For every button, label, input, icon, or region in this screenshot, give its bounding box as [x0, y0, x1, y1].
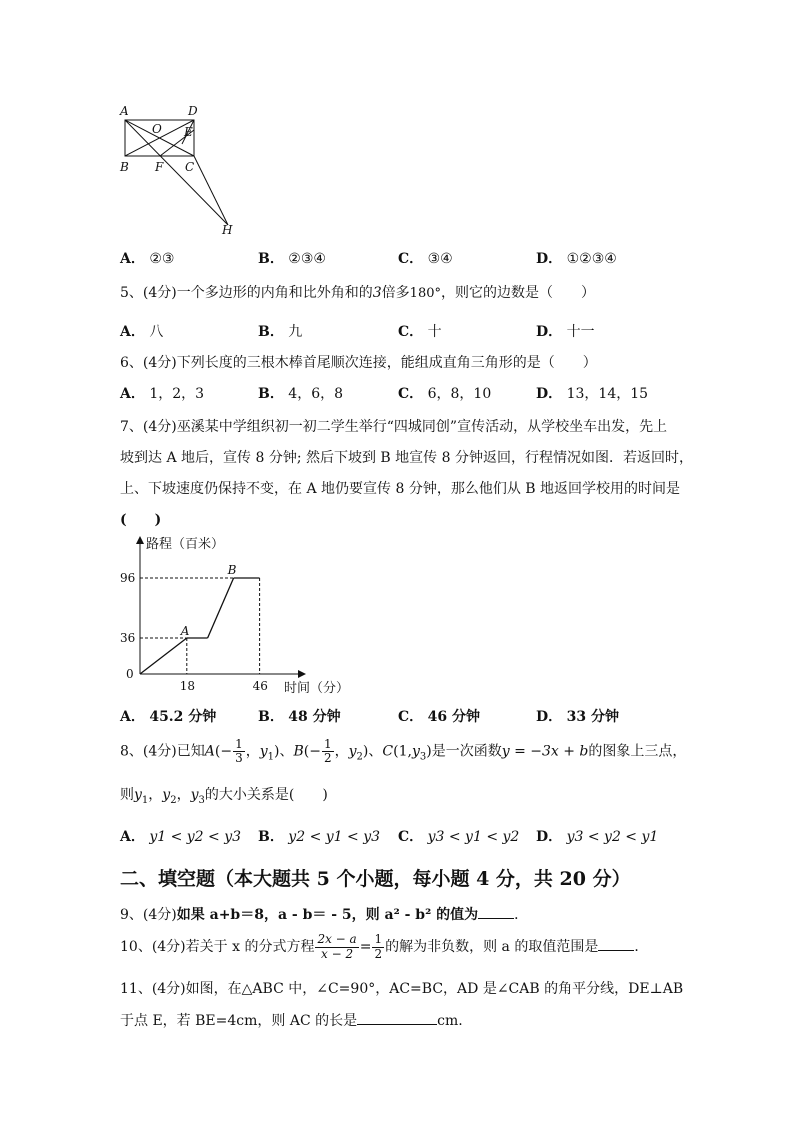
q5-option-c[interactable]: C． 十 [398, 324, 442, 340]
q8-option-c[interactable]: C． y3 < y1 < y2 [398, 829, 520, 845]
label-h: H [222, 223, 233, 237]
q5-option-b[interactable]: B． 九 [258, 324, 303, 340]
label-o: O [152, 122, 162, 136]
q4-option-b[interactable]: B． ②③④ [258, 251, 326, 267]
q5-question: 5、(4分)一个多边形的内角和比外角和的3倍多180°，则它的边数是（ ） [120, 285, 595, 301]
q4-option-c[interactable]: C． ③④ [398, 251, 453, 267]
q4-option-a[interactable]: A． ②③ [120, 251, 175, 267]
q11-line2: 于点 E，若 BE=4cm，则 AC 的长是 cm. [120, 1013, 463, 1029]
series-segment-3 [208, 578, 234, 638]
y-tick-0: 0 [126, 667, 134, 681]
y-tick-96: 96 [120, 571, 136, 585]
q5-option-d[interactable]: D． 十一 [536, 324, 595, 340]
q4-option-d[interactable]: D． ①②③④ [536, 251, 617, 267]
x-tick-46: 46 [252, 679, 268, 693]
x-tick-18: 18 [179, 679, 196, 693]
q6-option-d[interactable]: D． 13，14，15 [536, 386, 649, 402]
q7-option-b[interactable]: B． 48 分钟 [258, 709, 341, 725]
q10-question: 10、(4分)若关于 x 的分式方程 $\frac{2x - a}{x - 2}$ = $\frac{1}{2}$ 的解为非负数，则 a 的取值范围是 ． [120, 932, 649, 961]
x-axis-label: 时间（分） [284, 681, 350, 696]
q7-option-a[interactable]: A． 45.2 分钟 [120, 709, 217, 725]
q7-option-c[interactable]: C． 46 分钟 [398, 709, 480, 725]
q7-line3: 上、下坡速度仍保持不变，在 A 地仍要宣传 8 分钟，那么他们从 B 地返回学校用的时间是 [120, 481, 681, 497]
q8-question: 8、(4分)已知A(− $\frac{1}{3}$ ，$y_1$)、B(− $\frac{1}{2}$ ，$y_2$)、$C(1,y_3)$是一次函数y = −3x + b的图象上三点， [120, 737, 687, 766]
section2-heading: 二、填空题（本大题共 5 个小题，每小题 4 分，共 20 分） [120, 868, 631, 890]
geometry-figure [110, 100, 250, 240]
q5-option-a[interactable]: A． 八 [120, 324, 164, 340]
point-label-b: B [227, 563, 237, 577]
q6-option-b[interactable]: B． 4，6，8 [258, 386, 344, 402]
label-b: B [120, 160, 129, 174]
q6-option-c[interactable]: C． 6，8，10 [398, 386, 492, 402]
label-a: A [120, 104, 129, 118]
series-segment-1 [140, 638, 187, 674]
label-f: F [155, 160, 164, 174]
y-tick-36: 36 [120, 631, 136, 645]
q7-line4: ( ) [120, 512, 162, 528]
segment-ah [125, 120, 228, 225]
q8-option-d[interactable]: D． y3 < y2 < y1 [536, 829, 659, 845]
point-label-a: A [180, 624, 190, 638]
segment-ch [194, 156, 228, 225]
q7-line2: 坡到达 A 地后，宣传 8 分钟; 然后下坡到 B 地宣传 8 分钟返回，行程情况如图．若返回时， [120, 450, 693, 466]
q7-line1: 7、(4分)巫溪某中学组织初一初二学生举行“四城同创”宣传活动，从学校坐车出发，先上 [120, 419, 668, 435]
label-d: D [188, 104, 198, 118]
q6-option-a[interactable]: A． 1，2，3 [120, 386, 205, 402]
label-c: C [185, 160, 195, 174]
q8-option-b[interactable]: B． y2 < y1 < y3 [258, 829, 381, 845]
q6-question: 6、(4分)下列长度的三根木棒首尾顺次连接，能组成直角三角形的是（ ） [120, 355, 597, 371]
q8-option-a[interactable]: A． y1 < y2 < y3 [120, 829, 242, 845]
q9-question: 9、(4分)如果 a+b＝8，a - b＝ - 5，则 a² - b² 的值为 ． [120, 907, 529, 923]
q11-answer-blank[interactable] [357, 1024, 437, 1025]
q10-answer-blank[interactable] [598, 950, 634, 951]
y-axis-label: 路程（百米） [146, 537, 225, 552]
label-e: E [184, 125, 193, 139]
distance-time-chart [110, 532, 370, 702]
q8-line2: 则$y_1$，$y_2$，$y_3$的大小关系是( ) [120, 787, 328, 806]
q11-line1: 11、(4分)如图，在△ABC 中，∠C=90°，AC=BC，AD 是∠CAB 的角平分线，DE⊥AB [120, 981, 684, 997]
q9-answer-blank[interactable] [478, 918, 514, 919]
q7-option-d[interactable]: D． 33 分钟 [536, 709, 619, 725]
